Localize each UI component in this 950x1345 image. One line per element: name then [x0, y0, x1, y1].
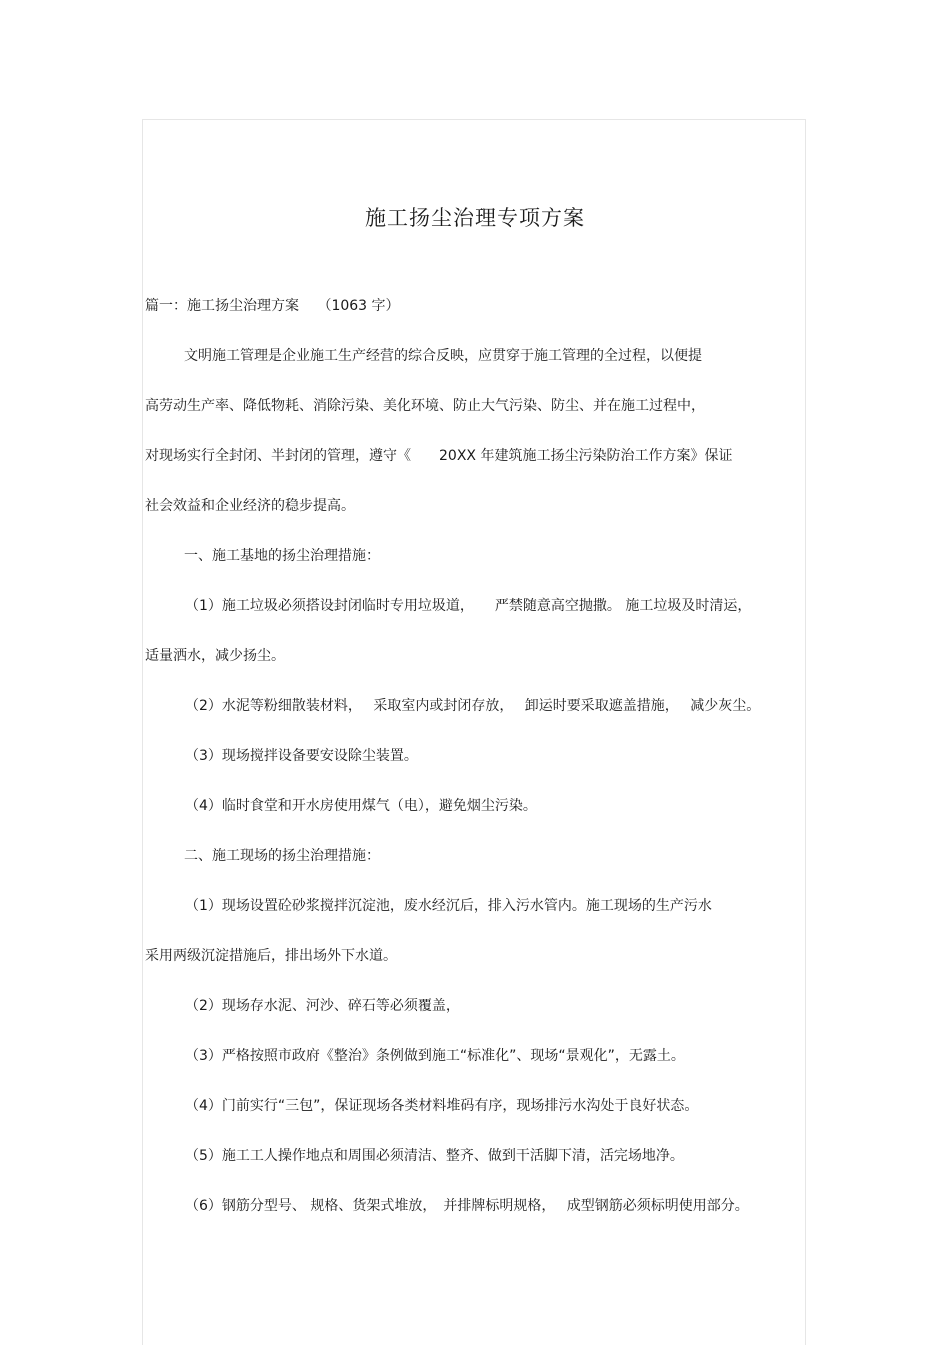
list-item: （2）现场存水泥、河沙、碎石等必须覆盖，	[185, 998, 460, 1014]
list-item: （1）现场设置砼砂浆搅拌沉淀池，废水经沉后，排入污水管内。施工现场的生产污水	[185, 898, 712, 914]
paragraph-line: 社会效益和企业经济的稳步提高。	[145, 498, 355, 514]
list-item: （2）水泥等粉细散装材料， 采取室内或封闭存放， 卸运时要采取遮盖措施， 减少灰尘。	[185, 698, 761, 714]
list-item: （3）现场搅拌设备要安设除尘装置。	[185, 748, 418, 764]
paragraph-line: 对现场实行全封闭、半封闭的管理，遵守《 20XX 年建筑施工扬尘污染防治工作方案》保证	[145, 448, 733, 464]
list-item: （5）施工工人操作地点和周围必须清洁、整齐、做到干活脚下清，活完场地净。	[185, 1148, 684, 1164]
subsection-heading: 二、施工现场的扬尘治理措施：	[184, 848, 380, 864]
list-item: （3）严格按照市政府《整治》条例做到施工“标准化”、现场“景观化”，无露土。	[185, 1048, 685, 1064]
list-item: （1）施工垃圾必须搭设封闭临时专用垃圾道， 严禁随意高空抛撒。 施工垃圾及时清运，	[185, 598, 752, 614]
document-title: 施工扬尘治理专项方案	[365, 206, 585, 230]
list-item: （4）门前实行“三包”，保证现场各类材料堆码有序，现场排污水沟处于良好状态。	[185, 1098, 699, 1114]
list-item-continuation: 适量洒水，减少扬尘。	[145, 648, 285, 664]
paragraph-line: 高劳动生产率、降低物耗、消除污染、美化环境、防止大气污染、防尘、并在施工过程中，	[145, 398, 705, 414]
list-item: （4）临时食堂和开水房使用煤气（电），避免烟尘污染。	[185, 798, 537, 814]
subsection-heading: 一、施工基地的扬尘治理措施：	[184, 548, 380, 564]
paragraph-line: 文明施工管理是企业施工生产经营的综合反映，应贯穿于施工管理的全过程，以便提	[184, 348, 702, 364]
section-heading: 篇一：施工扬尘治理方案 （1063 字）	[145, 298, 400, 314]
list-item: （6）钢筋分型号、 规格、货架式堆放， 并排牌标明规格， 成型钢筋必须标明使用部分。	[185, 1198, 749, 1214]
list-item-continuation: 采用两级沉淀措施后，排出场外下水道。	[145, 948, 397, 964]
